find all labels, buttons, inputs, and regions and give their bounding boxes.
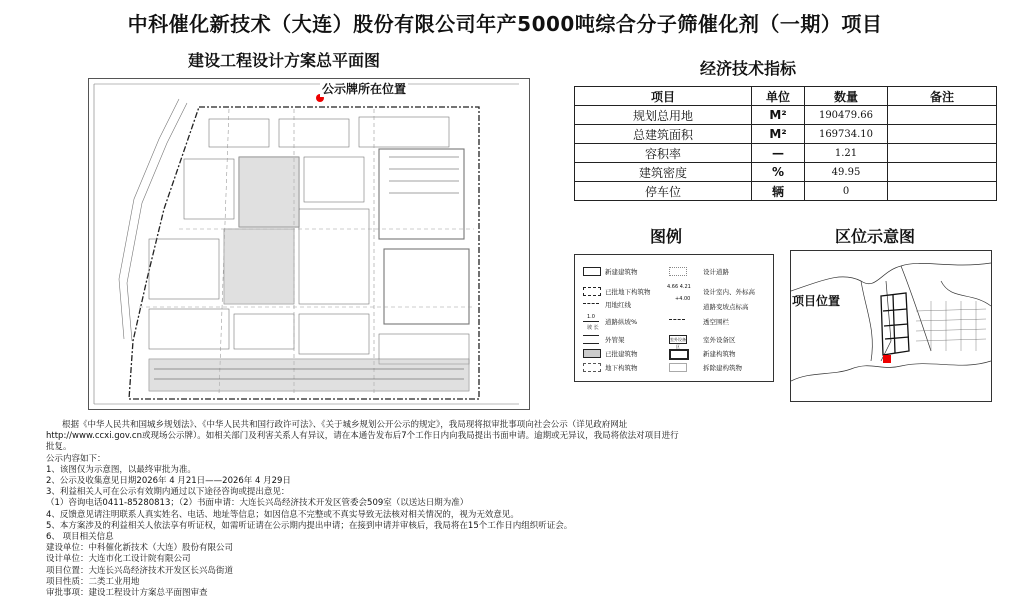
notice-text (46, 420, 679, 599)
main-title: 中科催化新技术（大连）股份有限公司年产5000吨综合分子筛催化剂（一期）项目 (127, 12, 883, 36)
notice-line: 2、公示及收集意见日期2026年 4 月21日——2026年 4 月29日 (46, 476, 291, 487)
cell-unit: M² (752, 106, 805, 125)
legend-label: 新建建筑物 (605, 268, 638, 276)
table-row (575, 144, 997, 163)
cell-unit: — (752, 144, 805, 163)
notice-line: 5、本方案涉及的利益相关人依法享有听证权，如需听证请在公示期内提出申请；在接到申请并审核后，我局将在15个工作日内组织听证会。 (46, 520, 573, 531)
sign-location-label: 公示牌所在位置 (322, 82, 407, 96)
notice-line: 1、该图仅为示意图，以最终审批为准。 (46, 464, 196, 475)
econ-table (574, 86, 997, 201)
col-header-note: 备注 (888, 87, 997, 106)
land-boundary-symbol (583, 303, 599, 304)
cell-item: 建筑密度 (575, 163, 752, 182)
cell-note (888, 163, 997, 182)
notice-line: 3、利益相关人可在公示有效期内通过以下途径咨询或提出意见： (46, 487, 290, 498)
table-row (575, 106, 997, 125)
location-map (790, 250, 992, 402)
design-road-symbol (669, 267, 687, 276)
legend-label: 已批地下构筑物 (605, 288, 651, 296)
plan-title: 建设工程设计方案总平面图 (188, 51, 381, 70)
new-building-symbol (583, 267, 601, 276)
slope-length-label: 坡 长 (587, 325, 599, 331)
table-row (575, 182, 997, 201)
equipment-area-symbol: 室外设备区 (670, 337, 686, 349)
road-slope-symbol (583, 321, 599, 322)
cell-item: 总建筑面积 (575, 125, 752, 144)
demolition-symbol (669, 363, 687, 372)
legend-label: 用地红线 (605, 301, 631, 309)
cell-item: 规划总用地 (575, 106, 752, 125)
cell-value: 190479.66 (805, 106, 888, 125)
cell-unit: % (752, 163, 805, 182)
legend-label: 道路纵坡% (605, 318, 638, 326)
cell-value: 49.95 (805, 163, 888, 182)
table-row (575, 163, 997, 182)
legend-label: 道路变坡点标高 (703, 303, 749, 311)
legend-box (574, 254, 774, 382)
cell-item: 容积率 (575, 144, 752, 163)
cell-unit: M² (752, 125, 805, 144)
notice-line: 项目性质：二类工业用地 (46, 576, 140, 587)
col-header-unit: 单位 (752, 87, 805, 106)
legend-label: 设计道路 (703, 268, 729, 276)
cell-note (888, 125, 997, 144)
notice-line: 审批事项：建设工程设计方案总平面图审查 (46, 588, 208, 599)
approved-underground-symbol (583, 287, 601, 296)
elevation-value: 4.66 4.21 (667, 284, 691, 290)
new-structure-symbol (669, 349, 689, 360)
notice-line: 根据《中华人民共和国城乡规划法》、《中华人民共和国行政许可法》、《关于城乡规划公开公示的规定》，我局现将拟审批事项向社会公示（详见政府网址 (62, 420, 628, 430)
notice-line: 建设单位：中科催化新技术（大连）股份有限公司 (46, 543, 234, 554)
notice-line: 项目位置：大连长兴岛经济技术开发区长兴岛街道 (46, 565, 234, 576)
site-plan-svg (89, 79, 529, 409)
notice-line: 批复。 (46, 442, 72, 453)
notice-line: 4、反馈意见请注明联系人真实姓名、电话、地址等信息；如因信息不完整或不真实导致无法核对相关情况的，视为无效意见。 (46, 509, 519, 520)
table-header-row (575, 87, 997, 106)
elevation-point-value: +4.00 (675, 296, 691, 302)
legend-label: 设计室内、外标高 (703, 288, 755, 296)
notice-line: 设计单位：大连市化工设计院有限公司 (46, 554, 191, 565)
slope-value: 1.0 (587, 314, 595, 320)
cell-note (888, 106, 997, 125)
underground-structure-symbol (583, 363, 601, 372)
cell-value: 169734.10 (805, 125, 888, 144)
location-title: 区位示意图 (835, 227, 916, 246)
legend-title: 图例 (650, 227, 683, 246)
table-row (575, 125, 997, 144)
notice-line: http://www.ccxi.gov.cn或现场公示牌）。如相关部门及利害关系人有异议，请在本通告发布后7个工作日内向我局提出书面申请。逾期或无异议，我局将依法对项目进行 (46, 431, 679, 442)
approved-building-symbol (583, 349, 601, 358)
cell-note (888, 182, 997, 201)
pipe-rack-symbol (583, 335, 599, 344)
legend-label: 透空围栏 (703, 318, 729, 326)
notice-line: 公示内容如下： (46, 453, 106, 464)
notice-line: 6、 项目相关信息 (46, 532, 114, 543)
legend-label: 拆除建构筑物 (703, 364, 742, 372)
econ-title: 经济技术指标 (700, 59, 797, 78)
legend-label: 新建构筑物 (703, 350, 736, 358)
cell-note (888, 144, 997, 163)
cell-item: 停车位 (575, 182, 752, 201)
site-plan-drawing (88, 78, 530, 410)
project-location-label: 项目位置 (792, 294, 841, 308)
cell-value: 1.21 (805, 144, 888, 163)
col-header-item: 项目 (575, 87, 752, 106)
cell-unit: 辆 (752, 182, 805, 201)
cell-value: 0 (805, 182, 888, 201)
legend-label: 外管架 (605, 336, 625, 344)
legend-label: 室外设备区 (703, 336, 736, 344)
notice-line: （1）咨询电话0411-85280813；（2）书面申请：大连长兴岛经济技术开发区管委会509室（以送达日期为准） (46, 498, 469, 509)
location-map-svg (791, 251, 991, 401)
fence-symbol (669, 319, 685, 320)
col-header-value: 数量 (805, 87, 888, 106)
legend-label: 地下构筑物 (605, 364, 638, 372)
legend-label: 已批建筑物 (605, 350, 638, 358)
